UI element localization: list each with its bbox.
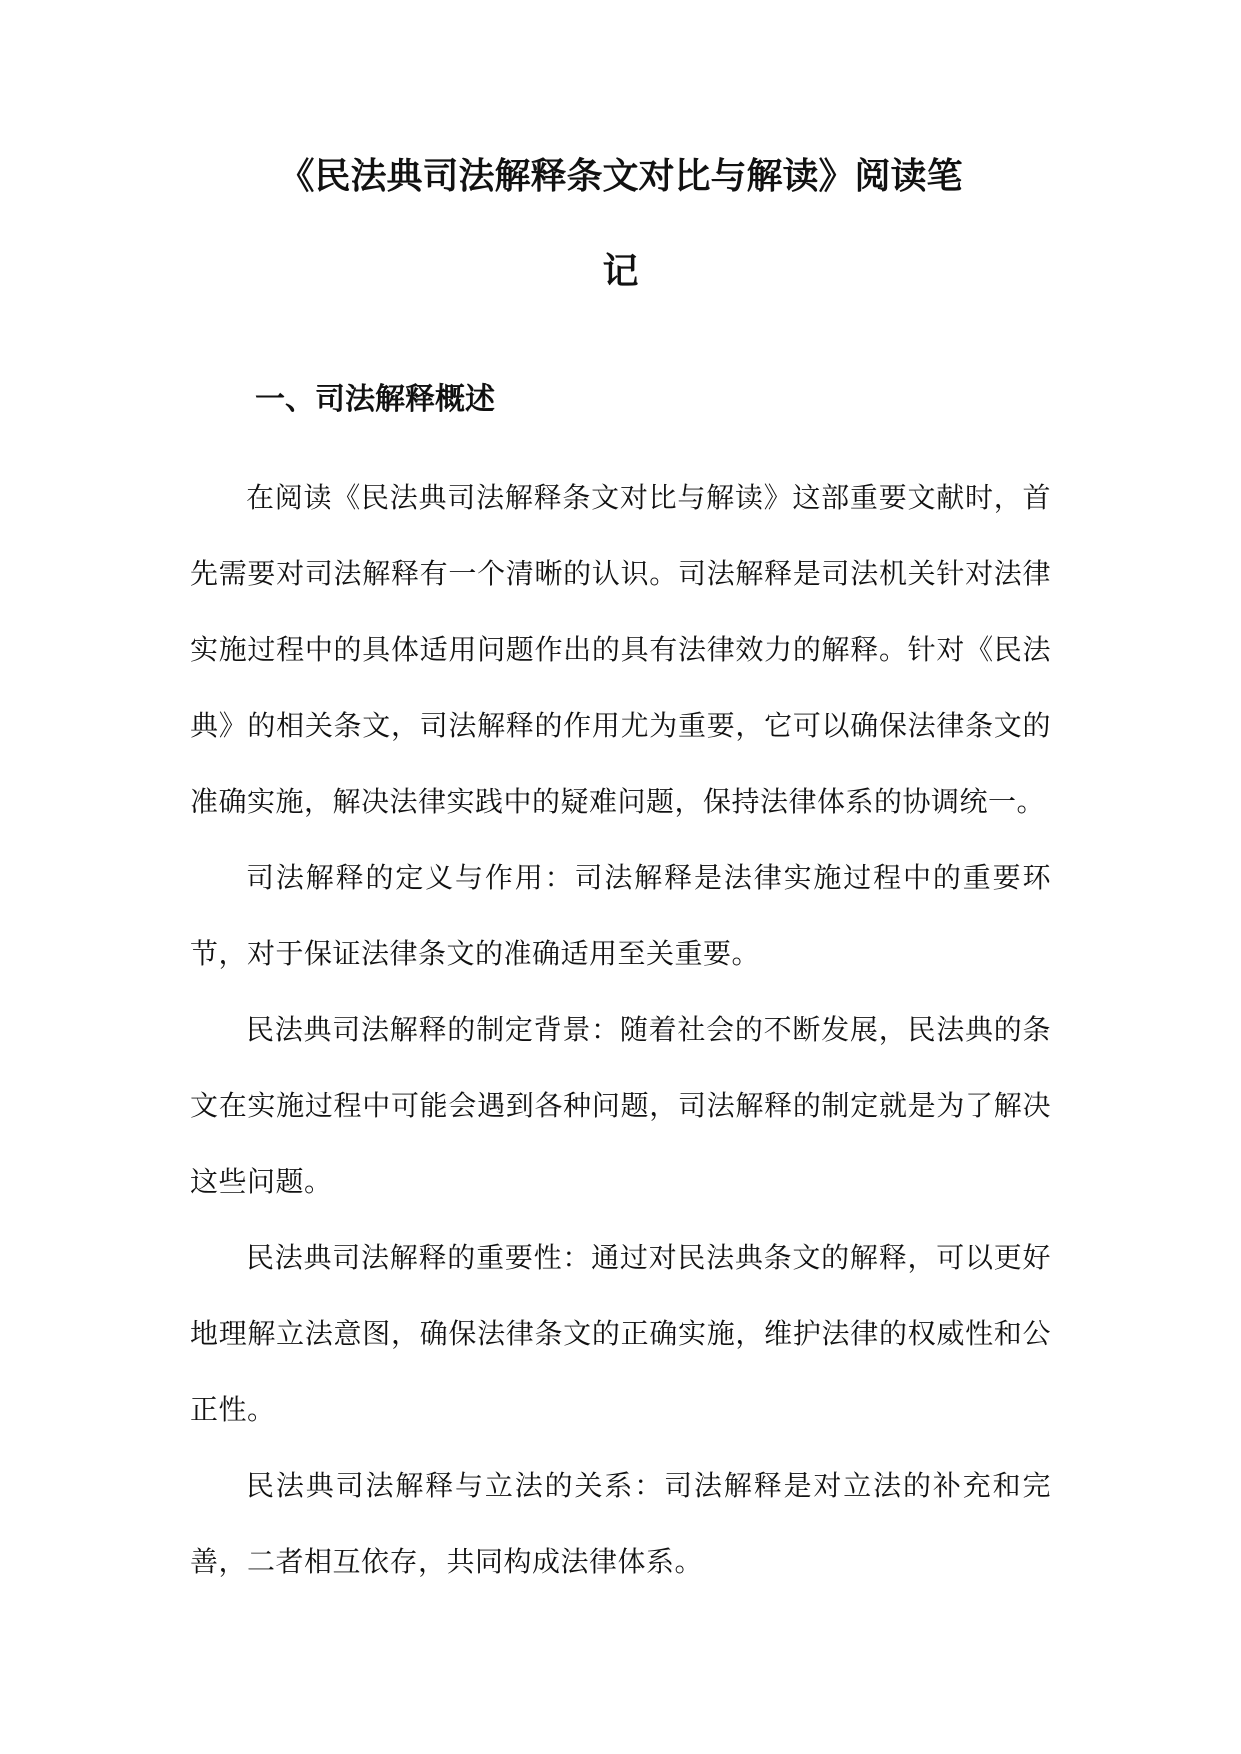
paragraph-background: 民法典司法解释的制定背景：随着社会的不断发展，民法典的条文在实施过程中可能会遇到各种问题，司法解释的制定就是为了解决这些问题。 bbox=[190, 1013, 1051, 1198]
paragraph-relation: 民法典司法解释与立法的关系：司法解释是对立法的补充和完善，二者相互依存，共同构成法律体系。 bbox=[190, 1469, 1051, 1578]
section-body bbox=[190, 460, 1051, 1600]
document-title-line-2: 记 bbox=[602, 251, 639, 292]
paragraph-importance: 民法典司法解释的重要性：通过对民法典条文的解释，可以更好地理解立法意图，确保法律条文的正确实施，维护法律的权威性和公正性。 bbox=[190, 1241, 1051, 1426]
paragraph-intro: 在阅读《民法典司法解释条文对比与解读》这部重要文献时，首先需要对司法解释有一个清晰的认识。司法解释是司法机关针对法律实施过程中的具体适用问题作出的具有法律效力的解释。针对《民法典》的相关条文，司法解释的作用尤为重要，它可以确保法律条文的准确实施，解决法律实践中的疑难问题，保持法律体系的协调统一。 bbox=[190, 481, 1051, 818]
section-heading: 一、司法解释概述 bbox=[255, 382, 495, 417]
document-title-line-1: 《民法典司法解释条文对比与解读》阅读笔 bbox=[278, 156, 963, 197]
paragraph-definition: 司法解释的定义与作用：司法解释是法律实施过程中的重要环节，对于保证法律条文的准确适用至关重要。 bbox=[190, 861, 1051, 970]
